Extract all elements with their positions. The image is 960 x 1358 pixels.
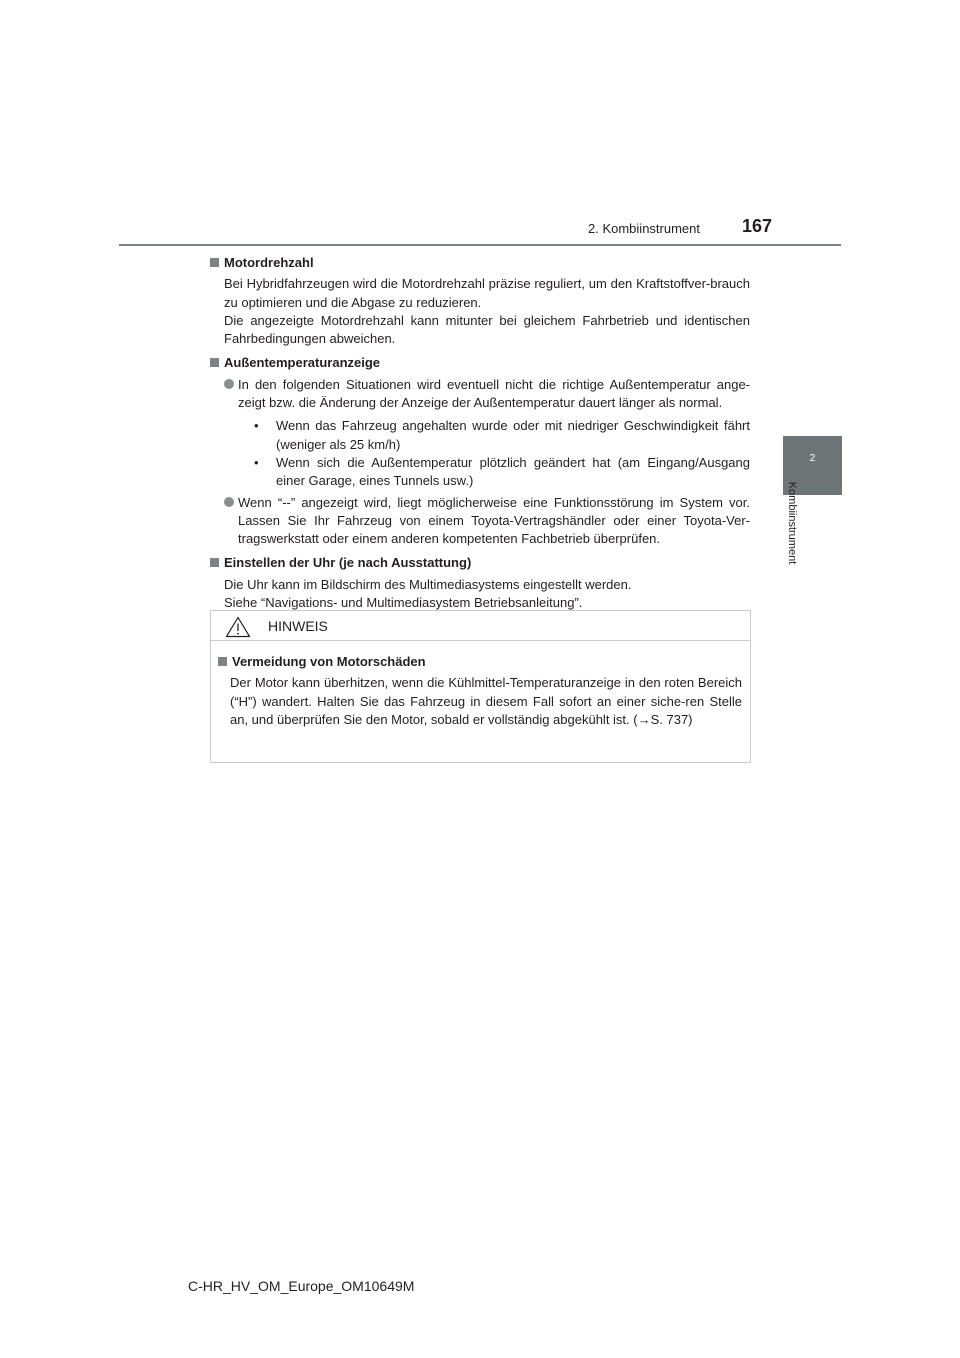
bullet-list [210,376,750,549]
square-bullet-icon [210,358,219,367]
section-title: Außentemperaturanzeige [224,355,381,371]
sub-list-item [254,454,750,491]
section-motordrehzahl [210,254,750,348]
list-item-text: In den folgenden Situationen wird eventuell nicht die richtige Außentemperatur ange-zeigt bzw. die Änderung der Anzeige der Außentemperatur dauert länger als normal. [238,376,750,411]
circle-bullet-icon [224,379,234,389]
notice-title: HINWEIS [268,618,328,634]
chapter-tab-number: 2 [809,453,816,464]
warning-triangle-icon [225,616,251,638]
notice-heading [218,653,742,671]
section-aussentemperaturanzeige [210,354,750,548]
list-item-text: Wenn “--” angezeigt wird, liegt möglicherweise eine Funktionsstörung im System vor. Lassen Sie Ihr Fahrzeug von einem Toyota-Vertragshändler oder einer Toyota-Ver-tragswerkstatt oder einem anderen kompetenten Fachbetrieb überprüfen. [238,494,750,547]
notice-box [210,610,751,763]
sub-list-item-text: Wenn das Fahrzeug angehalten wurde oder mit niedriger Geschwindigkeit fährt (weniger als 25 km/h) [276,418,750,452]
section-uhr [210,554,750,612]
square-bullet-icon [210,258,219,267]
list-item [224,376,750,413]
notice-text: Der Motor kann überhitzen, wenn die Kühlmittel-Temperaturanzeige in den roten Bereich (“H”) wandert. Halten Sie das Fahrzeug in diesem Fall sofort an einer siche-ren Stelle an, und überprüfen Sie den Motor, sobald er vollständig abgekühlt ist. (→S. 737) [230,675,742,727]
notice-header [211,611,750,641]
section-heading [210,554,750,572]
section-title: Einstellen der Uhr (je nach Ausstattung) [224,555,472,571]
header-chapter-title: 2. Kombiinstrument [588,221,700,236]
dot-bullet-icon: • [254,418,259,434]
chapter-tab-label: Kombiinstrument [786,481,798,565]
section-heading [210,354,750,372]
footer-doc-code: C-HR_HV_OM_Europe_OM10649M [188,1278,415,1294]
sub-list [224,417,750,490]
dot-bullet-icon: • [254,454,259,470]
paragraph: Bei Hybridfahrzeugen wird die Motordrehzahl präzise reguliert, um den Kraftstoffver-brauch zu optimieren und die Abgase zu reduzieren. [224,276,750,310]
page-content [210,254,750,618]
sub-list-item [254,417,750,454]
notice-body [211,641,750,729]
square-bullet-icon [210,558,219,567]
page-number: 167 [742,216,773,236]
header-divider [119,244,841,246]
list-item [224,494,750,549]
circle-bullet-icon [224,497,234,507]
section-title: Motordrehzahl [224,255,314,270]
section-heading [210,254,750,272]
square-bullet-icon [218,657,227,666]
paragraph: Die angezeigte Motordrehzahl kann mitunter bei gleichem Fahrbetrieb und identischen Fahrbedingungen abweichen. [224,312,750,347]
paragraph: Siehe “Navigations- und Multimediasystem Betriebsanleitung”. [224,595,583,611]
paragraph: Die Uhr kann im Bildschirm des Multimediasystems eingestellt werden. [224,576,632,592]
sub-list-item-text: Wenn sich die Außentemperatur plötzlich geändert hat (am Eingang/Ausgang einer Garage, eines Tunnels usw.) [276,454,750,489]
notice-heading-text: Vermeidung von Motorschäden [232,654,426,669]
